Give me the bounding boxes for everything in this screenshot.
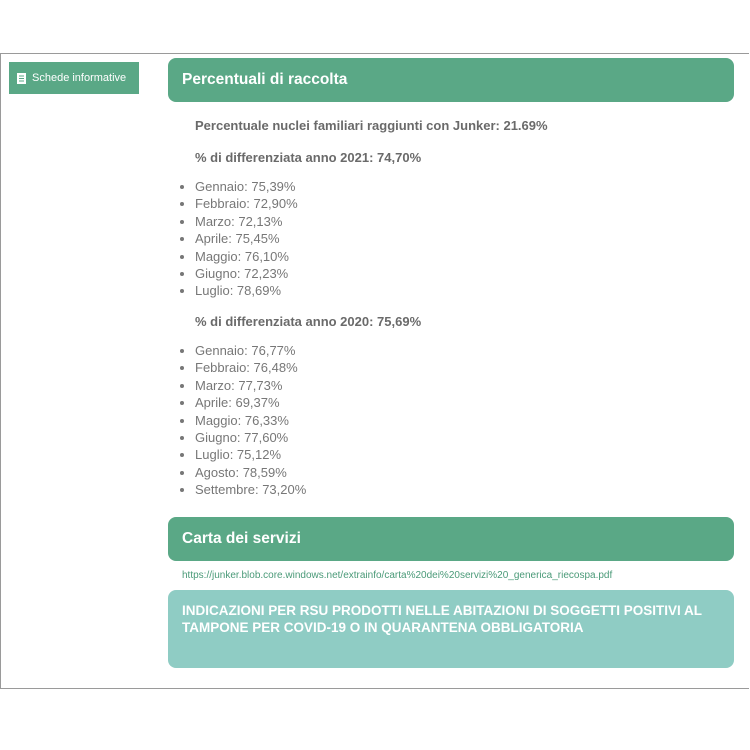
list-item: • Settembre: 73,20% (195, 481, 306, 498)
list-item: • Aprile: 75,45% (195, 230, 298, 247)
percentuali-title: Percentuali di raccolta (182, 71, 348, 88)
list-item: • Luglio: 75,12% (195, 446, 306, 463)
list-item: • Gennaio: 75,39% (195, 178, 298, 195)
schede-informative-label: Schede informative (32, 72, 127, 84)
list-item: • Febbraio: 76,48% (195, 359, 306, 376)
list-item: • Giugno: 77,60% (195, 429, 306, 446)
list-item: • Maggio: 76,33% (195, 412, 306, 429)
list-item: • Febbraio: 72,90% (195, 195, 298, 212)
list-item: • Giugno: 72,23% (195, 265, 298, 282)
list-item: • Luglio: 78,69% (195, 282, 298, 299)
indicazioni-title: INDICAZIONI PER RSU PRODOTTI NELLE ABITAZIONI DI SOGGETTI POSITIVI AL TAMPONE PER COVID-19 O IN QUARANTENA OBBLIGATORIA (182, 603, 702, 635)
indicazioni-panel[interactable] (168, 590, 734, 668)
list-item: • Agosto: 78,59% (195, 464, 306, 481)
list-2020 (178, 342, 306, 499)
list-item: • Maggio: 76,10% (195, 248, 298, 265)
carta-title: Carta dei servizi (182, 530, 301, 547)
heading-2021: % di differenziata anno 2021: 74,70% (195, 150, 422, 165)
carta-link[interactable]: https://junker.blob.core.windows.net/extrainfo/carta%20dei%20servizi%20_generica_riecospa.pdf (182, 570, 613, 581)
list-2021 (178, 178, 298, 300)
list-item: • Aprile: 69,37% (195, 394, 306, 411)
list-item: • Gennaio: 76,77% (195, 342, 306, 359)
nuclei-line: Percentuale nuclei familiari raggiunti con Junker: 21.69% (195, 118, 548, 133)
list-item: • Marzo: 72,13% (195, 213, 298, 230)
list-item: • Marzo: 77,73% (195, 377, 306, 394)
carta-header[interactable] (168, 517, 734, 561)
heading-2020: % di differenziata anno 2020: 75,69% (195, 314, 422, 329)
schede-informative-button[interactable] (9, 62, 139, 94)
percentuali-header[interactable] (168, 58, 734, 102)
document-icon (17, 73, 26, 84)
